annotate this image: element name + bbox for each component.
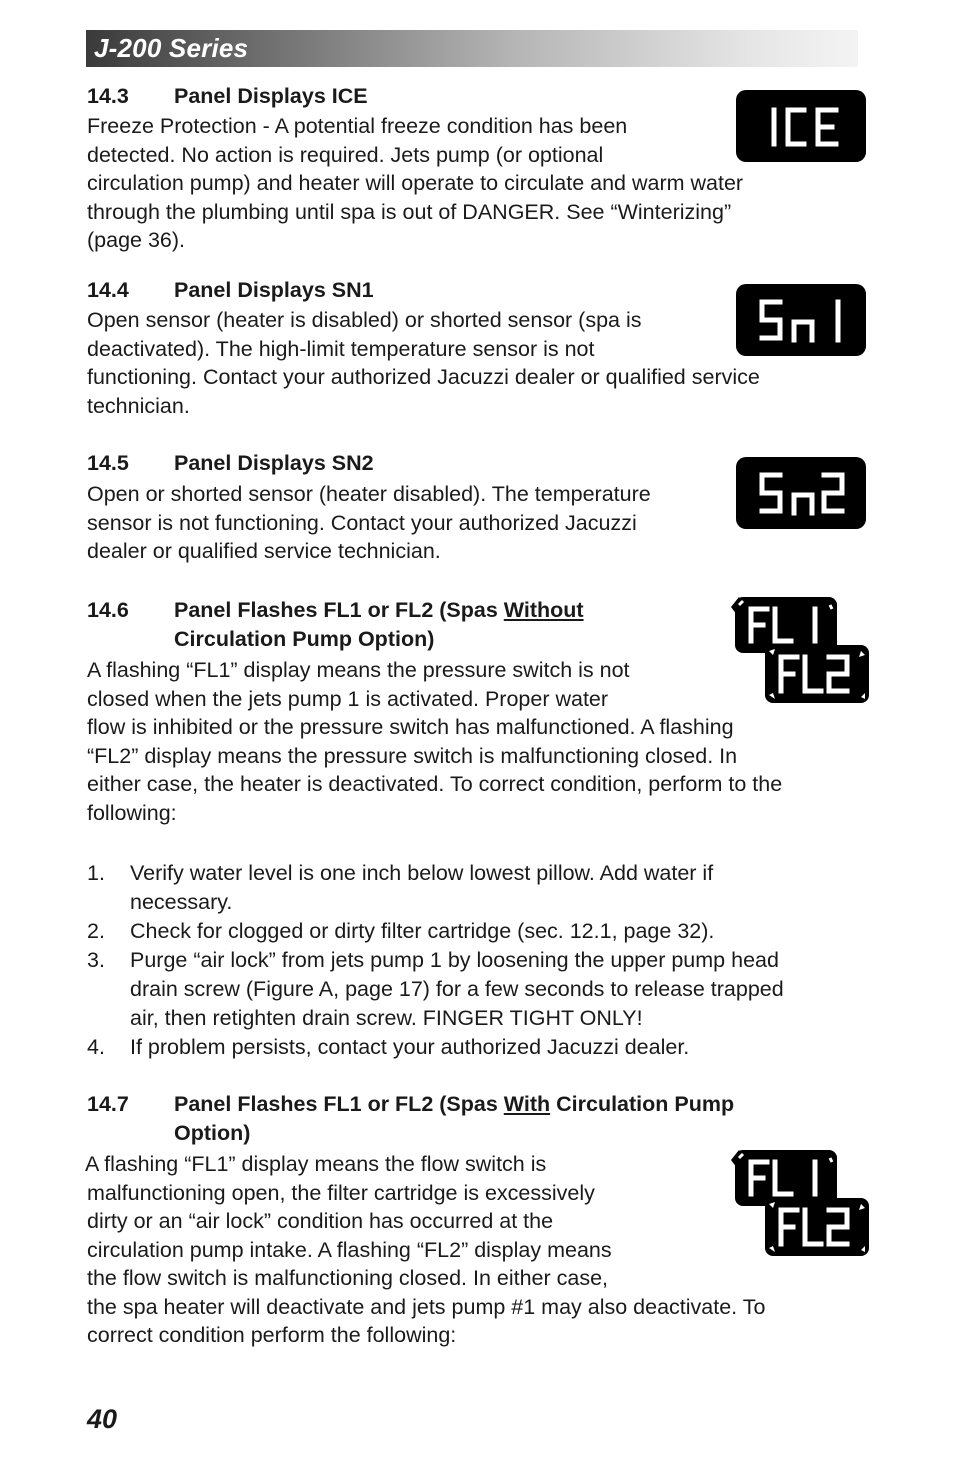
steps-list-14-6 — [87, 859, 887, 1062]
text-line: following: — [87, 800, 177, 825]
section-number: 14.3 — [87, 84, 129, 108]
list-item — [87, 859, 887, 917]
text-line: functioning. Contact your authorized Jacuzzi dealer or qualified service — [87, 365, 760, 389]
text-line: dirty or an “air lock” condition has occurred at the — [87, 1209, 554, 1233]
section-text-14-7 — [85, 1150, 765, 1350]
step-text — [130, 946, 930, 1033]
title-text-end: Circulation Pump — [550, 1092, 735, 1116]
text-line: correct condition perform the following: — [87, 1323, 457, 1347]
section-number: 14.5 — [87, 451, 129, 475]
title-emphasis: With — [503, 1092, 551, 1116]
text-line: deactivated). The high-limit temperature sensor is not — [87, 336, 595, 361]
lcd-display-sn1 — [736, 284, 866, 356]
flashing-display-graphic — [731, 595, 871, 707]
text-line: Purge “air lock” from jets pump 1 by loosening the upper pump head — [130, 948, 779, 972]
section-number: 14.4 — [87, 278, 129, 302]
step-number: 2. — [87, 919, 105, 943]
section-title-continued: Option) — [174, 1121, 251, 1145]
lcd-ice-glyphs — [736, 90, 866, 162]
text-line: drain screw (Figure A, page 17) for a few seconds to release trapped — [130, 977, 784, 1001]
step-number: 3. — [87, 948, 105, 972]
flashing-fl1-fl2-display — [731, 595, 871, 707]
section-number: 14.7 — [87, 1092, 129, 1116]
text-line: A flashing “FL1” display means the pressure switch is not — [87, 658, 630, 682]
flashing-fl1-fl2-display — [731, 1148, 871, 1260]
list-item — [87, 917, 887, 946]
text-line: circulation pump intake. A flashing “FL2” display means — [87, 1237, 612, 1262]
text-line: Check for clogged or dirty filter cartridge (sec. 12.1, page 32). — [130, 919, 715, 943]
text-line: the spa heater will deactivate and jets pump #1 may also deactivate. To — [87, 1294, 766, 1319]
section-title-continued: Circulation Pump Option) — [174, 627, 435, 651]
lcd-sn1-glyphs — [736, 284, 866, 356]
text-line: Verify water level is one inch below lowest pillow. Add water if — [130, 861, 714, 885]
text-line: Open or shorted sensor (heater disabled). The temperature — [87, 482, 651, 506]
text-line: (page 36). — [87, 228, 186, 252]
step-text — [130, 1033, 930, 1062]
step-text — [130, 859, 930, 917]
section-text-14-4 — [87, 306, 760, 420]
text-line: Freeze Protection - A potential freeze condition has been — [87, 114, 628, 138]
text-line: through the plumbing until spa is out of DANGER. See “Winterizing” — [87, 199, 732, 224]
lcd-display-ice — [736, 90, 866, 162]
text-line: either case, the heater is deactivated. To correct condition, perform to the — [87, 772, 783, 796]
section-text-14-5 — [87, 480, 651, 566]
step-text — [130, 917, 930, 946]
section-title: Panel Displays SN2 — [174, 451, 374, 475]
title-text: Panel Flashes FL1 or FL2 (Spas — [174, 1092, 504, 1116]
title-text: Panel Flashes FL1 or FL2 (Spas — [174, 598, 504, 622]
step-number: 4. — [87, 1035, 105, 1059]
text-line: Open sensor (heater is disabled) or shorted sensor (spa is — [87, 308, 642, 332]
text-line: dealer or qualified service technician. — [87, 539, 441, 563]
text-line: sensor is not functioning. Contact your authorized Jacuzzi — [87, 510, 637, 535]
text-line: A flashing “FL1” display means the flow switch is — [85, 1152, 547, 1176]
section-title — [174, 1090, 734, 1119]
text-line: necessary. — [130, 890, 233, 914]
section-number: 14.6 — [87, 598, 129, 622]
text-line: If problem persists, contact your authorized Jacuzzi dealer. — [130, 1035, 690, 1059]
list-item — [87, 1033, 887, 1062]
document-title: J-200 Series — [94, 33, 249, 63]
lcd-sn2-glyphs — [736, 457, 866, 529]
text-line: closed when the jets pump 1 is activated. Proper water — [87, 686, 609, 711]
title-emphasis: Without — [503, 598, 584, 622]
text-line: the flow switch is malfunctioning closed. In either case, — [87, 1266, 609, 1290]
text-line: “FL2” display means the pressure switch is malfunctioning closed. In — [87, 743, 738, 768]
page-number: 40 — [87, 1404, 118, 1434]
step-number: 1. — [87, 861, 105, 885]
text-line: malfunctioning open, the filter cartridge is excessively — [87, 1180, 595, 1205]
section-title — [174, 596, 584, 625]
text-line: flow is inhibited or the pressure switch has malfunctioned. A flashing — [87, 715, 734, 739]
text-line: air, then retighten drain screw. FINGER TIGHT ONLY! — [130, 1006, 643, 1030]
text-line: technician. — [87, 393, 190, 418]
flashing-display-graphic — [731, 1148, 871, 1260]
section-title: Panel Displays ICE — [174, 84, 368, 108]
section-text-14-6 — [87, 656, 782, 827]
lcd-display-sn2 — [736, 457, 866, 529]
text-line: circulation pump) and heater will operate to circulate and warm water — [87, 171, 744, 195]
text-line: detected. No action is required. Jets pump (or optional — [87, 142, 604, 167]
list-item — [87, 946, 887, 1033]
section-text-14-3 — [87, 112, 743, 255]
section-title: Panel Displays SN1 — [174, 278, 374, 302]
